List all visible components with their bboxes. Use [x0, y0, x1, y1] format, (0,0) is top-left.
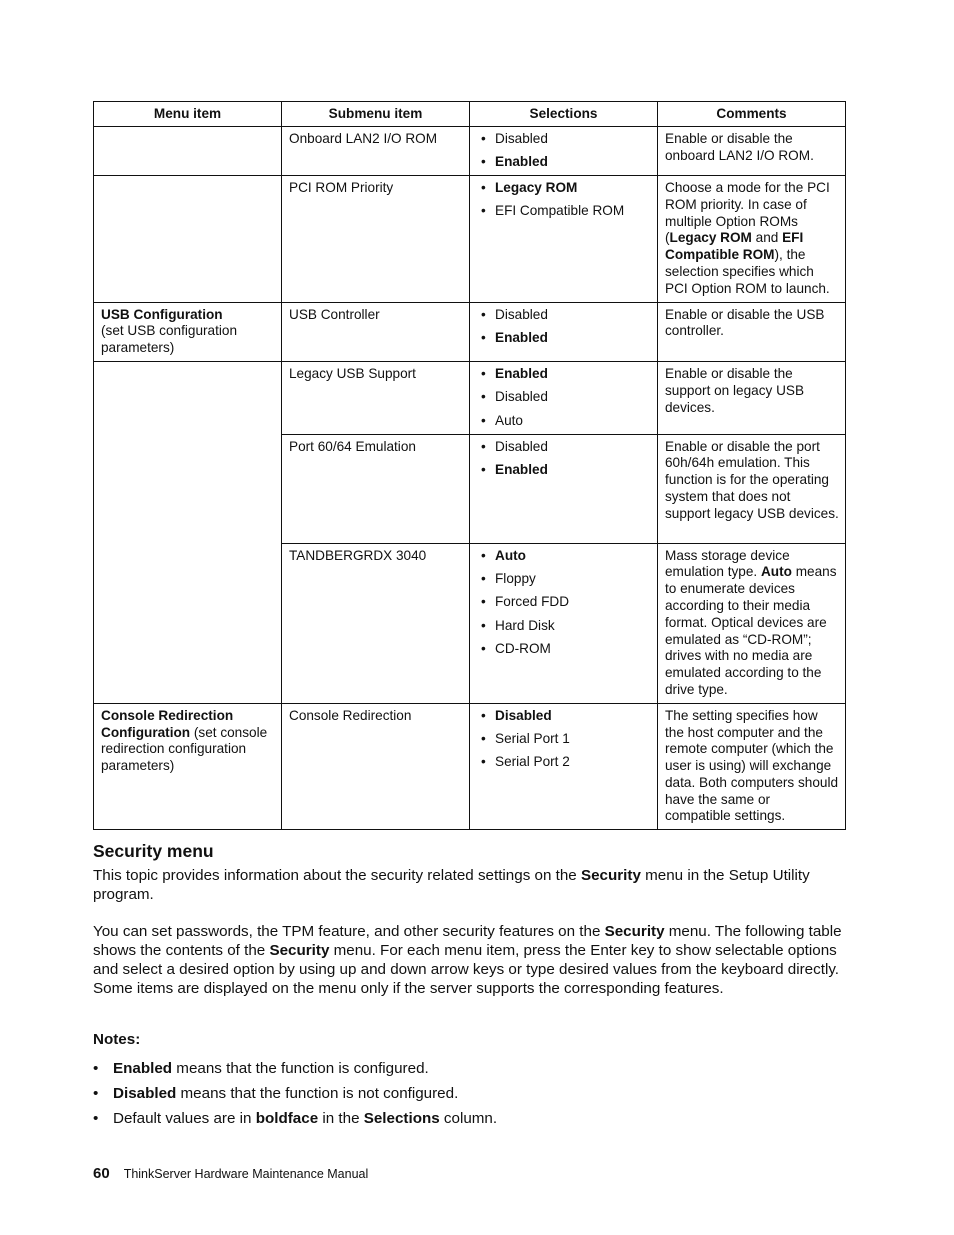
comment-cell: [658, 543, 846, 703]
selections-cell: [470, 302, 658, 361]
selection-label: Disabled: [495, 389, 548, 405]
note-item: [93, 1109, 853, 1128]
bullet-icon: •: [481, 617, 486, 633]
selection-option: [477, 754, 651, 771]
selection-option: [477, 641, 651, 658]
selection-option: [477, 203, 651, 220]
notes-title: Notes:: [93, 1031, 141, 1048]
submenu-cell: PCI ROM Priority: [282, 175, 470, 302]
note-text: means that the function is configured.: [172, 1060, 429, 1077]
bullet-icon: •: [481, 179, 486, 195]
comment-text: Choose a mode for the PCI ROM priority. In case of multiple Option ROMs (: [665, 179, 830, 246]
selection-option: [477, 462, 651, 479]
bullet-icon: •: [481, 461, 486, 477]
bullet-icon: •: [481, 754, 486, 770]
selection-label: EFI Compatible ROM: [495, 203, 625, 219]
intro-text: menu in the Setup Utility program.: [93, 867, 810, 903]
selections-cell: [470, 703, 658, 830]
selection-option: [477, 330, 651, 347]
bullet-icon: •: [93, 1085, 99, 1102]
bullet-icon: •: [481, 707, 486, 723]
selection-option: [477, 618, 651, 635]
note-bold: Enabled: [113, 1060, 173, 1077]
menu-table-container: [93, 101, 845, 830]
body-text: menu. For each menu item, press the Enter key to show selectable options and select a desired option by using up and down arrow keys or type desired values from the keyboard directly. Some items are displayed on the menu only if the server supports the corresponding features.: [93, 942, 840, 997]
table-row: [94, 361, 846, 434]
note-bold: Selections: [363, 1110, 440, 1127]
submenu-cell: USB Controller: [282, 302, 470, 361]
selections-cell: [470, 361, 658, 434]
bullet-icon: •: [481, 329, 486, 345]
selection-label: Hard Disk: [495, 617, 555, 633]
selection-label: Floppy: [495, 570, 536, 586]
body-bold: Security: [269, 942, 330, 959]
selection-label-default: Enabled: [495, 154, 548, 170]
comment-text: and: [751, 230, 783, 246]
bullet-icon: •: [481, 154, 486, 170]
selection-label: CD-ROM: [495, 641, 551, 657]
section-title: Security menu: [93, 841, 214, 861]
submenu-cell: Legacy USB Support: [282, 361, 470, 434]
comment-cell: Enable or disable the USB controller.: [658, 302, 846, 361]
menu-item-desc: (set USB configuration parameters): [101, 323, 238, 356]
menu-item-title: Console Redirection Configuration: [101, 707, 234, 740]
note-bold: boldface: [255, 1110, 319, 1127]
menu-item-cell: [94, 703, 282, 830]
selection-option: [477, 439, 651, 456]
bullet-icon: •: [481, 547, 486, 563]
selection-option: [477, 708, 651, 725]
selection-label: Disabled: [495, 306, 548, 322]
selection-label-default: Disabled: [495, 707, 552, 723]
menu-item-cell: [94, 175, 282, 302]
comment-cell: Enable or disable the support on legacy USB devices.: [658, 361, 846, 434]
comment-cell: The setting specifies how the host computer and the remote computer (which the user is using) will exchange data. Both computers should have the same or compatible settings.: [658, 703, 846, 830]
note-text: Default values are in: [113, 1110, 256, 1127]
body-bold: Security: [604, 923, 665, 940]
comment-text: means to enumerate devices according to their media format. Optical devices are emulated as “CD-ROM”; drives with no media are emulated according to the drive type.: [665, 564, 837, 697]
comment-bold: Auto: [760, 564, 792, 580]
note-item: [93, 1059, 853, 1078]
page-number: 60: [93, 1165, 110, 1182]
menu-item-cell: [94, 126, 282, 175]
selection-option: [477, 594, 651, 611]
selection-label: Disabled: [495, 130, 548, 146]
menu-item-desc: (set console redirection configuration parameters): [101, 724, 268, 774]
selection-option: [477, 366, 651, 383]
selection-option: [477, 154, 651, 171]
section-intro: [93, 866, 853, 904]
submenu-cell: Console Redirection: [282, 703, 470, 830]
bullet-icon: •: [481, 570, 486, 586]
selection-label: Forced FDD: [495, 594, 570, 610]
comment-text: ), the selection specifies which PCI Option ROM to launch.: [665, 247, 830, 296]
intro-bold: Security: [580, 867, 641, 884]
note-text: column.: [439, 1110, 498, 1127]
selection-option: [477, 548, 651, 565]
body-text: You can set passwords, the TPM feature, and other security features on the: [93, 923, 605, 940]
selections-cell: [470, 126, 658, 175]
bullet-icon: •: [481, 389, 486, 405]
bullet-icon: •: [481, 438, 486, 454]
selection-label: Disabled: [495, 438, 548, 454]
bullet-icon: •: [481, 594, 486, 610]
bullet-icon: •: [481, 412, 486, 428]
bullet-icon: •: [481, 641, 486, 657]
selection-label-default: Enabled: [495, 365, 548, 381]
menu-item-cell: [94, 361, 282, 434]
comment-bold: EFI Compatible ROM: [665, 230, 804, 263]
comment-cell: Enable or disable the port 60h/64h emulation. This function is for the operating system that does not support legacy USB devices.: [658, 434, 846, 543]
menu-item-cell: [94, 543, 282, 703]
submenu-cell: Onboard LAN2 I/O ROM: [282, 126, 470, 175]
notes-list: [93, 1059, 853, 1134]
table-row: [94, 703, 846, 830]
intro-text: This topic provides information about the security related settings on the: [93, 867, 581, 884]
selection-label-default: Enabled: [495, 329, 548, 345]
comment-text: Mass storage device emulation type.: [665, 547, 790, 580]
table-header-row: [94, 102, 846, 127]
selection-label: Serial Port 2: [495, 754, 570, 770]
selections-cell: [470, 543, 658, 703]
menu-item-cell: [94, 434, 282, 543]
menu-table: [93, 101, 846, 830]
header-menu-item: Menu item: [94, 102, 282, 127]
note-item: [93, 1084, 853, 1103]
selection-label-default: Legacy ROM: [495, 179, 578, 195]
table-row: [94, 302, 846, 361]
selection-option: [477, 731, 651, 748]
selection-option: [477, 389, 651, 406]
bullet-icon: •: [481, 365, 486, 381]
note-text: means that the function is not configured.: [176, 1085, 459, 1102]
submenu-cell: TANDBERGRDX 3040: [282, 543, 470, 703]
bullet-icon: •: [481, 203, 486, 219]
table-row: [94, 126, 846, 175]
selection-option: [477, 571, 651, 588]
note-bold: Disabled: [113, 1085, 177, 1102]
menu-item-cell: [94, 302, 282, 361]
header-comments: Comments: [658, 102, 846, 127]
table-row: [94, 175, 846, 302]
selections-cell: [470, 434, 658, 543]
selection-option: [477, 131, 651, 148]
selection-option: [477, 307, 651, 324]
bullet-icon: •: [93, 1060, 99, 1077]
selections-cell: [470, 175, 658, 302]
manual-title: ThinkServer Hardware Maintenance Manual: [123, 1167, 369, 1181]
comment-cell: [658, 175, 846, 302]
selection-label-default: Enabled: [495, 461, 548, 477]
menu-item-title: USB Configuration: [101, 306, 223, 322]
comment-bold: Legacy ROM: [669, 230, 752, 246]
header-selections: Selections: [470, 102, 658, 127]
bullet-icon: •: [93, 1110, 99, 1127]
note-text: in the: [318, 1110, 364, 1127]
section-body: [93, 922, 853, 998]
page-footer: [93, 1165, 368, 1182]
table-row: [94, 434, 846, 543]
selection-option: [477, 413, 651, 430]
selection-option: [477, 180, 651, 197]
selection-label: Auto: [495, 412, 523, 428]
table-row: [94, 543, 846, 703]
bullet-icon: •: [481, 731, 486, 747]
bullet-icon: •: [481, 130, 486, 146]
selection-label: Serial Port 1: [495, 731, 570, 747]
header-submenu-item: Submenu item: [282, 102, 470, 127]
submenu-cell: Port 60/64 Emulation: [282, 434, 470, 543]
comment-cell: Enable or disable the onboard LAN2 I/O ROM.: [658, 126, 846, 175]
body-text: menu. The following table shows the contents of the: [93, 923, 842, 959]
bullet-icon: •: [481, 306, 486, 322]
selection-label-default: Auto: [495, 547, 526, 563]
